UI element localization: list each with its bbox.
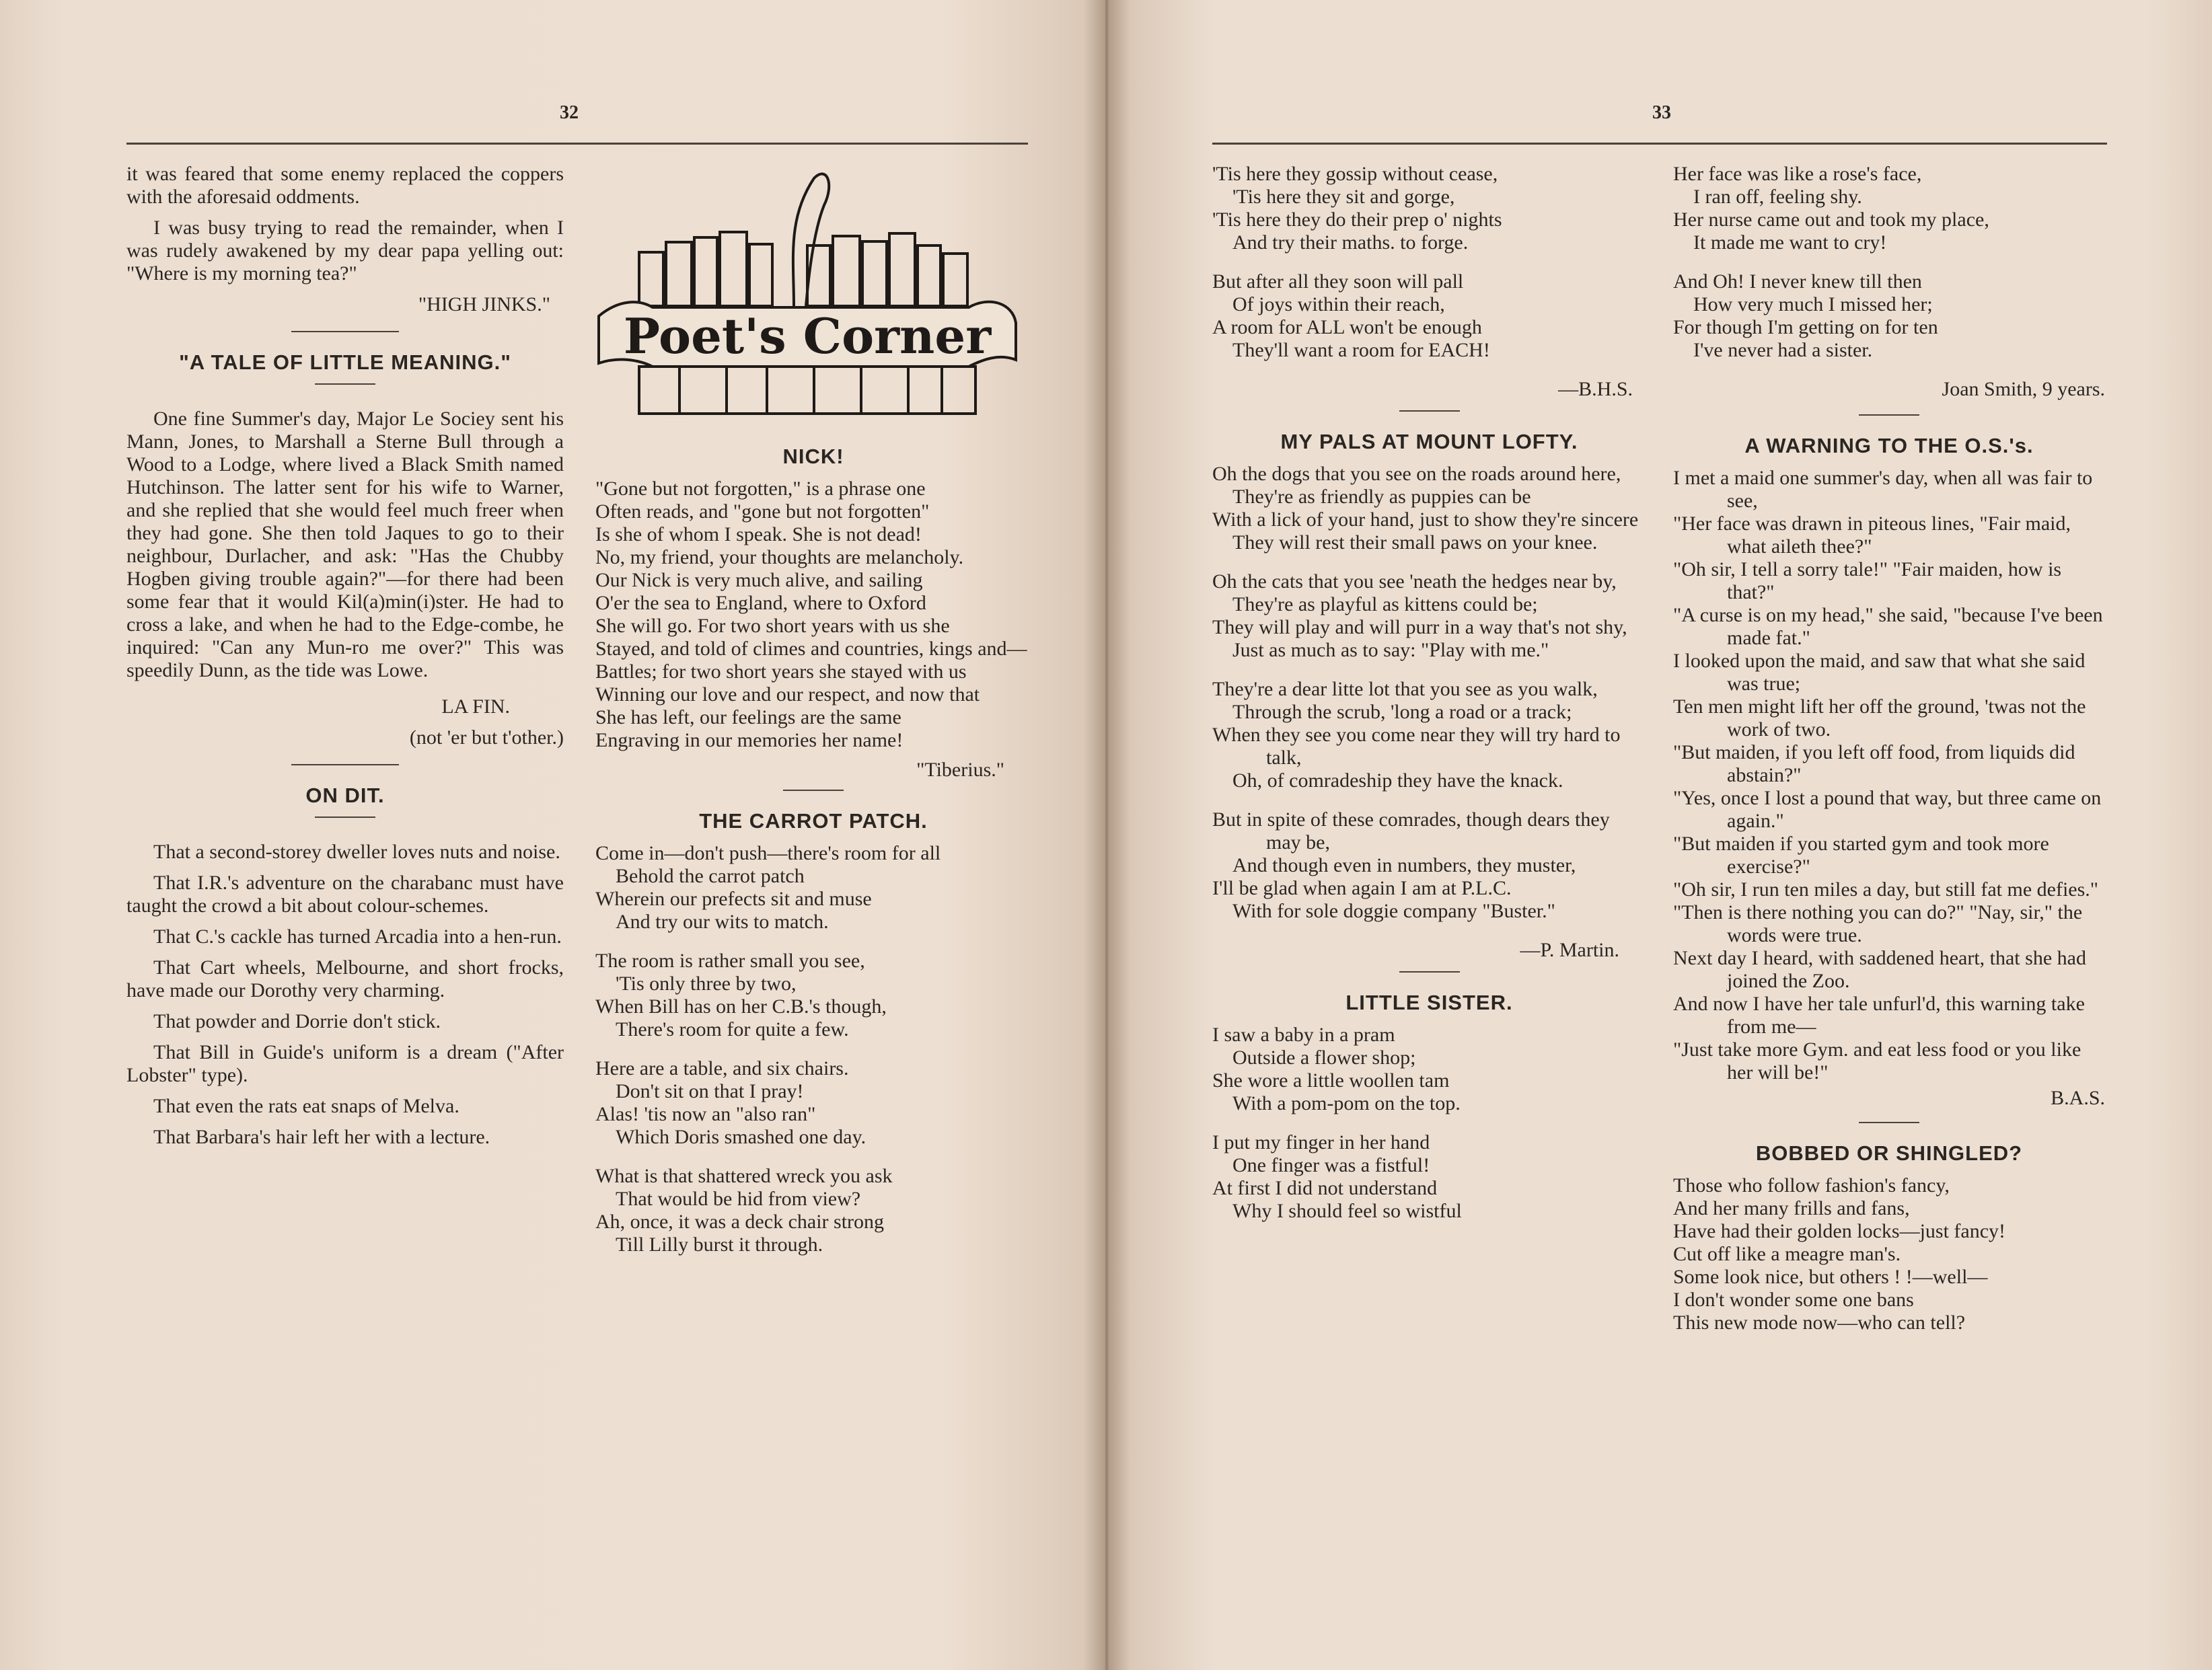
verse-line: I looked upon the maid, and saw that what she said was true; (1673, 650, 2086, 695)
stanza (1212, 678, 1646, 792)
verse-line: I put my finger in her hand (1212, 1131, 1430, 1153)
verse-line: For though I'm getting on for ten (1673, 316, 1938, 338)
poem-column (595, 437, 1031, 1273)
verse-line: And though even in numbers, they muster, (1232, 854, 1576, 876)
verse-line: This new mode now—who can tell? (1673, 1312, 1966, 1334)
verse-line: I'll be glad when again I am at P.L.C. (1212, 877, 1512, 899)
verse-line: "Just take more Gym. and eat less food or you like her will be!" (1673, 1038, 2081, 1084)
verse-line: With for sole doggie company "Buster." (1232, 900, 1555, 922)
verse-line: It made me want to cry! (1693, 231, 1887, 254)
verse-line: Till Lilly burst it through. (616, 1233, 823, 1256)
stanza (1212, 1131, 1646, 1223)
list-item: That Bill in Guide's uniform is a dream ("After Lobster" type). (126, 1041, 564, 1086)
verse-line: 'Tis here they sit and gorge, (1232, 186, 1455, 208)
verse-line: "Yes, once I lost a pound that way, but three came on again." (1673, 787, 2102, 832)
stanza (1212, 1024, 1646, 1115)
verse-line: They will play and will purr in a way that's not shy, (1212, 616, 1627, 638)
stanza (595, 1057, 1031, 1149)
verse-line: Some look nice, but others ! !—well— (1673, 1266, 1988, 1288)
verse-line: But after all they soon will pall (1212, 270, 1464, 293)
poem-column (1673, 163, 2105, 1334)
verse-line: Those who follow fashion's fancy, (1673, 1174, 1950, 1197)
verse-line: And her many frills and fans, (1673, 1197, 1910, 1219)
verse-line: "Her face was drawn in piteous lines, "Fair maid, what aileth thee?" (1673, 513, 2071, 558)
verse-line: Oh, of comradeship they have the knack. (1232, 769, 1563, 792)
verse-line: They will rest their small paws on your knee. (1232, 531, 1598, 554)
section-divider (315, 383, 375, 385)
verse-line: Her nurse came out and took my place, (1673, 208, 1989, 231)
list-item: That powder and Dorrie don't stick. (153, 1010, 441, 1032)
verse-line: "A curse is on my head," she said, "because I've been made fat." (1673, 604, 2103, 649)
stanza (1212, 808, 1646, 923)
verse-line: Just as much as to say: "Play with me." (1232, 639, 1549, 661)
verse-line: Have had their golden locks—just fancy! (1673, 1220, 2006, 1242)
verse-line: I saw a baby in a pram (1212, 1024, 1395, 1046)
verse-line: Come in—don't push—there's room for all (595, 842, 941, 864)
section-divider (1399, 410, 1460, 412)
poem-title: MY PALS AT MOUNT LOFTY. (1280, 430, 1578, 453)
section-divider (783, 790, 844, 791)
verse-line: But in spite of these comrades, though dears they may be, (1212, 808, 1610, 853)
verse-line: "Oh sir, I run ten miles a day, but still fat me defies." (1673, 878, 2099, 901)
list-item: That Cart wheels, Melbourne, and short frocks, have made our Dorothy very charming. (126, 956, 564, 1001)
stanza (1212, 163, 1646, 254)
section-divider (291, 331, 399, 332)
verse-line: Outside a flower shop; (1232, 1047, 1416, 1069)
verse-line: Don't sit on that I pray! (616, 1080, 804, 1102)
verse-line: Of joys within their reach, (1232, 293, 1445, 315)
verse-line: They're a dear litte lot that you see as you walk, (1212, 678, 1598, 700)
section-divider (1399, 971, 1460, 973)
intro-paragraph: I was busy trying to read the remainder, when I was rudely awakened by my dear papa yelling out: "Where is my morning tea?" (126, 217, 564, 284)
verse-line: And now I have her tale unfurl'd, this warning take from me— (1673, 993, 2085, 1038)
poem-title: A WARNING TO THE O.S.'s. (1744, 434, 2034, 457)
verse-line: Behold the carrot patch (616, 865, 805, 887)
verse-line: When they see you come near they will try hard to talk, (1212, 724, 1621, 769)
signature: B.A.S. (2051, 1087, 2105, 1109)
verse-line: "Oh sir, I tell a sorry tale!" "Fair maiden, how is that?" (1673, 558, 2062, 603)
verse-line: 'Tis here they gossip without cease, (1212, 163, 1498, 185)
verse-line: I don't wonder some one bans (1673, 1289, 1914, 1311)
verse-line: She wore a little woollen tam (1212, 1069, 1450, 1092)
ondit-list (126, 841, 564, 1149)
verse-line: Ah, once, it was a deck chair strong (595, 1211, 885, 1233)
verse-line: I ran off, feeling shy. (1693, 186, 1862, 208)
signature: —B.H.S. (1558, 378, 1633, 400)
verse-line: There's room for quite a few. (616, 1018, 849, 1040)
section-title: ON DIT. (305, 784, 385, 807)
intro-paragraph: it was feared that some enemy replaced the coppers with the aforesaid oddments. (126, 163, 564, 208)
list-item: That a second-storey dweller loves nuts and noise. (153, 841, 560, 863)
verse-line: Oh the cats that you see 'neath the hedges near by, (1212, 570, 1617, 593)
verse-line: "But maiden, if you left off food, from liquids did abstain?" (1673, 741, 2075, 786)
signature-note: (not 'er but t'other.) (409, 726, 564, 749)
verse-line: "Gone but not forgotten," is a phrase one (595, 478, 926, 500)
verse-line: 'Tis only three by two, (616, 973, 797, 995)
poem-title: BOBBED OR SHINGLED? (1755, 1141, 2023, 1165)
book-gutter (1083, 0, 1130, 1670)
stanza (1673, 163, 2105, 254)
verse-line: O'er the sea to England, where to Oxford (595, 592, 926, 614)
stanza (1673, 270, 2105, 362)
verse-line: A room for ALL won't be enough (1212, 316, 1482, 338)
verse-line: And try their maths. to forge. (1232, 231, 1469, 254)
stanza (1212, 570, 1646, 662)
verse-line: Battles; for two short years she stayed with us (595, 660, 967, 683)
verse-line: That would be hid from view? (616, 1188, 861, 1210)
poem-pals (1212, 463, 1646, 923)
header-rule (1212, 143, 2107, 145)
verse-line: Which Doris smashed one day. (616, 1126, 867, 1148)
verse-line: "But maiden if you started gym and took more exercise?" (1673, 833, 2049, 878)
verse-line: They'll want a room for EACH! (1232, 339, 1490, 361)
verse-line: Cut off like a meagre man's. (1673, 1243, 1901, 1265)
stanza (595, 1165, 1031, 1256)
poem-carrot-patch (595, 842, 1031, 1256)
verse-line: I met a maid one summer's day, when all was fair to see, (1673, 467, 2093, 512)
verse-line: Stayed, and told of climes and countries, kings and— (595, 638, 1027, 660)
verse-line: And Oh! I never knew till then (1673, 270, 1922, 293)
poets-corner-logo (592, 158, 1023, 420)
verse-line: Her face was like a rose's face, (1673, 163, 1922, 185)
stanza (1212, 463, 1646, 554)
verse-line: The room is rather small you see, (595, 950, 865, 972)
page-number: 32 (560, 102, 579, 123)
verse-line: "Then is there nothing you can do?" "Nay, sir," the words were true. (1673, 901, 2083, 946)
list-item: That Barbara's hair left her with a lecture. (153, 1126, 490, 1148)
verse-line: I've never had a sister. (1693, 339, 1873, 361)
verse-line: Wherein our prefects sit and muse (595, 888, 872, 910)
verse-line: Next day I heard, with saddened heart, that she had joined the Zoo. (1673, 947, 2086, 992)
verse-line: How very much I missed her; (1693, 293, 1933, 315)
signature: —P. Martin. (1520, 939, 1619, 961)
verse-line: When Bill has on her C.B.'s though, (595, 995, 887, 1018)
verse-line: With a lick of your hand, just to show they're sincere (1212, 508, 1639, 531)
logo-text: Poet's Corner (623, 307, 992, 365)
header-rule (126, 143, 1028, 145)
poem-gossip (1212, 163, 1646, 362)
verse-line: Our Nick is very much alive, and sailing (595, 569, 923, 591)
signature: "HIGH JINKS." (418, 293, 550, 315)
list-item: That C.'s cackle has turned Arcadia into a hen-run. (153, 925, 562, 948)
verse-line: Why I should feel so wistful (1232, 1200, 1462, 1222)
list-item: That even the rats eat snaps of Melva. (153, 1095, 459, 1117)
verse-line: Often reads, and "gone but not forgotten" (595, 500, 930, 523)
section-divider (315, 817, 375, 818)
verse-line: Is she of whom I speak. She is not dead! (595, 523, 922, 545)
verse-line: She will go. For two short years with us she (595, 615, 950, 637)
verse-line: Oh the dogs that you see on the roads around here, (1212, 463, 1621, 485)
section-divider (1859, 1122, 1919, 1123)
list-item: That I.R.'s adventure on the charabanc must have taught the crowd a bit about colour-schemes. (126, 872, 564, 917)
verse-line: One finger was a fistful! (1232, 1154, 1430, 1176)
verse-line: They're as friendly as puppies can be (1232, 486, 1531, 508)
poem-title: THE CARROT PATCH. (699, 809, 928, 833)
poem-title: NICK! (782, 445, 844, 468)
poem-little-sister-continued (1673, 163, 2105, 362)
signature: "Tiberius." (916, 759, 1004, 781)
verse-line: At first I did not understand (1212, 1177, 1438, 1199)
page-number: 33 (1652, 102, 1671, 123)
signature: Joan Smith, 9 years. (1942, 378, 2105, 400)
verse-line: Alas! 'tis now an "also ran" (595, 1103, 816, 1125)
verse-line: Through the scrub, 'long a road or a track; (1232, 701, 1572, 723)
stanza (1212, 270, 1646, 362)
section-title: "A TALE OF LITTLE MEANING." (179, 350, 511, 374)
poem-column (1212, 163, 1646, 1239)
verse-line: Engraving in our memories her name! (595, 729, 904, 751)
poem-title: LITTLE SISTER. (1345, 991, 1513, 1014)
verse-line: Winning our love and our respect, and now that (595, 683, 980, 706)
poem-bobbed (1673, 1174, 2105, 1334)
verse-line: 'Tis here they do their prep o' nights (1212, 208, 1502, 231)
verse-line: What is that shattered wreck you ask (595, 1165, 893, 1187)
story-paragraph: One fine Summer's day, Major Le Sociey sent his Mann, Jones, to Marshall a Sterne Bull through a Wood to a Lodge, where lived a Black Smith named Hutchinson. The latter sent for his wife to Warner, and she replied that she would feel much freer when they had gone. She then told Jaques to go to their neighbour, Durlacher, and ask: "Has the Chubby Hogben giving trouble again?"—for there had been some fear that it would Kil(a)min(i)ster. He had to cross a lake, and when he had to the Edge-combe, he inquired: "Can any Mun-ro me over?" This was speedily Dunn, as the tide was Lowe. (126, 408, 564, 681)
poem-little-sister (1212, 1024, 1646, 1223)
poem-nick (595, 478, 1031, 752)
verse-line: Here are a table, and six chairs. (595, 1057, 849, 1079)
verse-line: No, my friend, your thoughts are melancholy. (595, 546, 964, 568)
stanza (595, 950, 1031, 1041)
section-divider (1859, 414, 1919, 416)
poem-warning (1673, 467, 2105, 1084)
verse-line: Ten men might lift her off the ground, 'twas not the work of two. (1673, 695, 2086, 741)
verse-line: And try our wits to match. (616, 911, 829, 933)
verse-line: They're as playful as kittens could be; (1232, 593, 1538, 615)
verse-line: With a pom-pom on the top. (1232, 1092, 1461, 1114)
verse-line: She has left, our feelings are the same (595, 706, 901, 728)
signature: LA FIN. (441, 695, 510, 718)
section-divider (291, 764, 399, 765)
right-page (1106, 0, 2212, 1670)
stanza (595, 842, 1031, 934)
left-column (126, 163, 564, 1157)
